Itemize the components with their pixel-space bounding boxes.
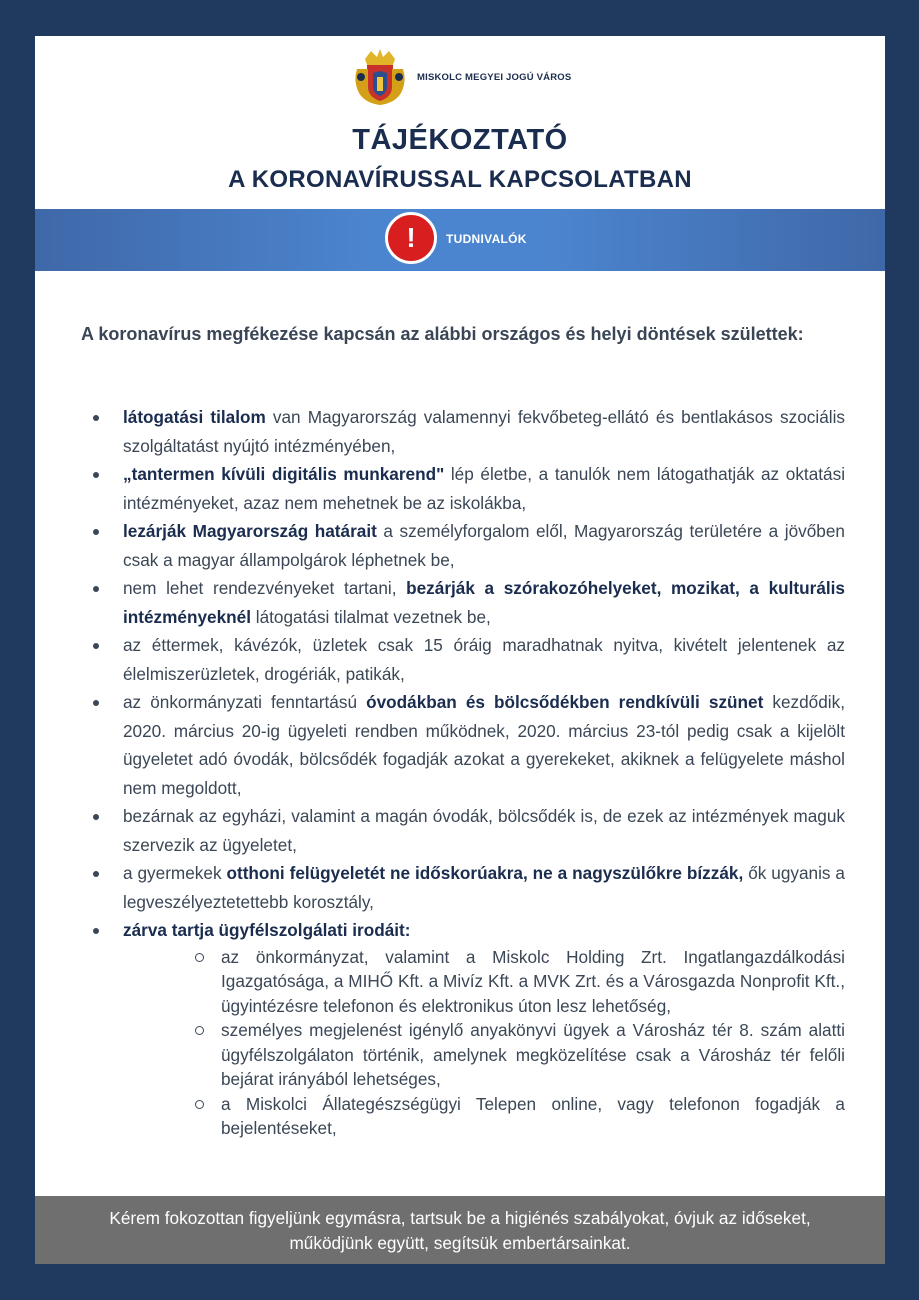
item-text: kezdődik, 2020. március 20-ig ügyeleti rendben működnek, 2020. március 23-tól pedig csak a kijelölt ügyeletet adó óvodák, bölcsődék fogadják azokat a gyerekeket, akiknek a felügyelete máshol nem megoldott, bbox=[123, 692, 845, 798]
item-bold: zárva tartja ügyfélszolgálati irodáit: bbox=[123, 920, 411, 940]
item-bold: bezárják a szórakozóhelyeket, mozikat, a kulturális intézményeknél bbox=[123, 578, 845, 627]
list-item bbox=[85, 688, 845, 802]
decisions-list bbox=[85, 403, 845, 1141]
item-text: van Magyarország valamennyi fekvőbeteg-ellátó és bentlakásos szociális szolgáltatást nyújtó intézményében, bbox=[123, 407, 845, 456]
bullet-icon bbox=[93, 472, 99, 478]
item-text: lép életbe, a tanulók nem látogathatják az oktatási intézményeket, azaz nem mehetnek be az iskolákba, bbox=[123, 464, 846, 513]
list-item bbox=[85, 574, 845, 631]
exclamation-icon: ! bbox=[385, 212, 437, 264]
item-bold: lezárják Magyarország határait bbox=[123, 521, 377, 541]
item-bold: látogatási tilalom bbox=[123, 407, 266, 427]
bullet-icon bbox=[93, 529, 99, 535]
city-logo bbox=[351, 46, 571, 108]
footer-line-2: működjünk együtt, segítsük embertársainkat. bbox=[289, 1233, 631, 1253]
info-band bbox=[35, 209, 885, 271]
offices-sublist bbox=[221, 945, 845, 1141]
item-text: nem lehet rendezvényeket tartani, bbox=[123, 578, 407, 598]
page-subtitle: A KORONAVÍRUSSAL KAPCSOLATBAN bbox=[228, 166, 692, 193]
item-text: ők ugyanis a legveszélyeztetettebb korosztály, bbox=[123, 863, 845, 912]
subitem-text: személyes megjelenést igénylő anyakönyvi ügyek a Városház tér 8. szám alatti ügyfélszolgálaton történik, amelynek megközelítése csak a Városház tér felőli bejárat irányából lehetséges, bbox=[221, 1020, 845, 1089]
item-text: látogatási tilalmat vezetnek be, bbox=[251, 606, 491, 627]
list-item bbox=[85, 517, 845, 574]
item-bold: otthoni felügyeletét ne időskorúakra, ne a nagyszülőkre bízzák, bbox=[226, 863, 744, 883]
list-item bbox=[85, 403, 845, 460]
document-page bbox=[35, 36, 885, 1264]
coat-of-arms-icon bbox=[351, 47, 409, 107]
bullet-icon bbox=[93, 814, 99, 820]
sublist-item bbox=[221, 1092, 845, 1141]
bullet-icon bbox=[93, 643, 99, 649]
item-text: a gyermekek bbox=[123, 863, 227, 883]
item-text: a személyforgalom elől, Magyarország területére a jövőben csak a magyar állampolgárok léphetnek be, bbox=[123, 521, 845, 570]
subitem-text: az önkormányzat, valamint a Miskolc Holding Zrt. Ingatlangazdálkodási Igazgatósága, a MIHŐ Kft. a Mivíz Kft. a MVK Zrt. és a Városgazda Nonprofit Kft., ügyintézésre telefonon és elektronikus úton lesz lehetőség, bbox=[221, 946, 845, 1016]
band-label: TUDNIVALÓK bbox=[446, 232, 527, 246]
bullet-icon bbox=[93, 928, 99, 934]
bullet-icon bbox=[93, 415, 99, 421]
list-item bbox=[85, 916, 845, 1141]
logo-text: MISKOLC MEGYEI JOGÚ VÁROS bbox=[417, 71, 572, 83]
list-item bbox=[85, 859, 845, 916]
item-bold: „tantermen kívüli digitális munkarend" bbox=[123, 464, 445, 484]
intro-heading: A koronavírus megfékezése kapcsán az alábbi országos és helyi döntések születtek: bbox=[81, 324, 804, 344]
bullet-icon bbox=[93, 586, 99, 592]
sublist-item bbox=[221, 1018, 845, 1092]
circle-bullet-icon bbox=[195, 953, 204, 962]
circle-bullet-icon bbox=[195, 1026, 204, 1035]
item-text: az önkormányzati fenntartású bbox=[123, 692, 367, 712]
footer-line-1: Kérem fokozottan figyeljünk egymásra, tartsuk be a higiénés szabályokat, óvjuk az időseket, bbox=[109, 1208, 811, 1228]
item-bold: óvodákban és bölcsődékben rendkívüli szünet bbox=[366, 692, 764, 712]
list-item bbox=[85, 802, 845, 859]
subitem-text: a Miskolci Állategészségügyi Telepen online, vagy telefonon fogadják a bejelentéseket, bbox=[221, 1093, 845, 1138]
bullet-icon bbox=[93, 700, 99, 706]
item-text: bezárnak az egyházi, valamint a magán óvodák, bölcsődék is, de ezek az intézmények maguk szervezik az ügyeletet, bbox=[123, 806, 845, 855]
list-item bbox=[85, 631, 845, 688]
footer-message bbox=[35, 1196, 885, 1264]
sublist-item bbox=[221, 945, 845, 1019]
circle-bullet-icon bbox=[195, 1100, 204, 1109]
list-item bbox=[85, 460, 845, 517]
bullet-icon bbox=[93, 871, 99, 877]
page-title: TÁJÉKOZTATÓ bbox=[352, 124, 568, 156]
item-text: az éttermek, kávézók, üzletek csak 15 óráig maradhatnak nyitva, kivételt jelentenek az élelmiszerüzletek, drogériák, patikák, bbox=[123, 635, 845, 684]
